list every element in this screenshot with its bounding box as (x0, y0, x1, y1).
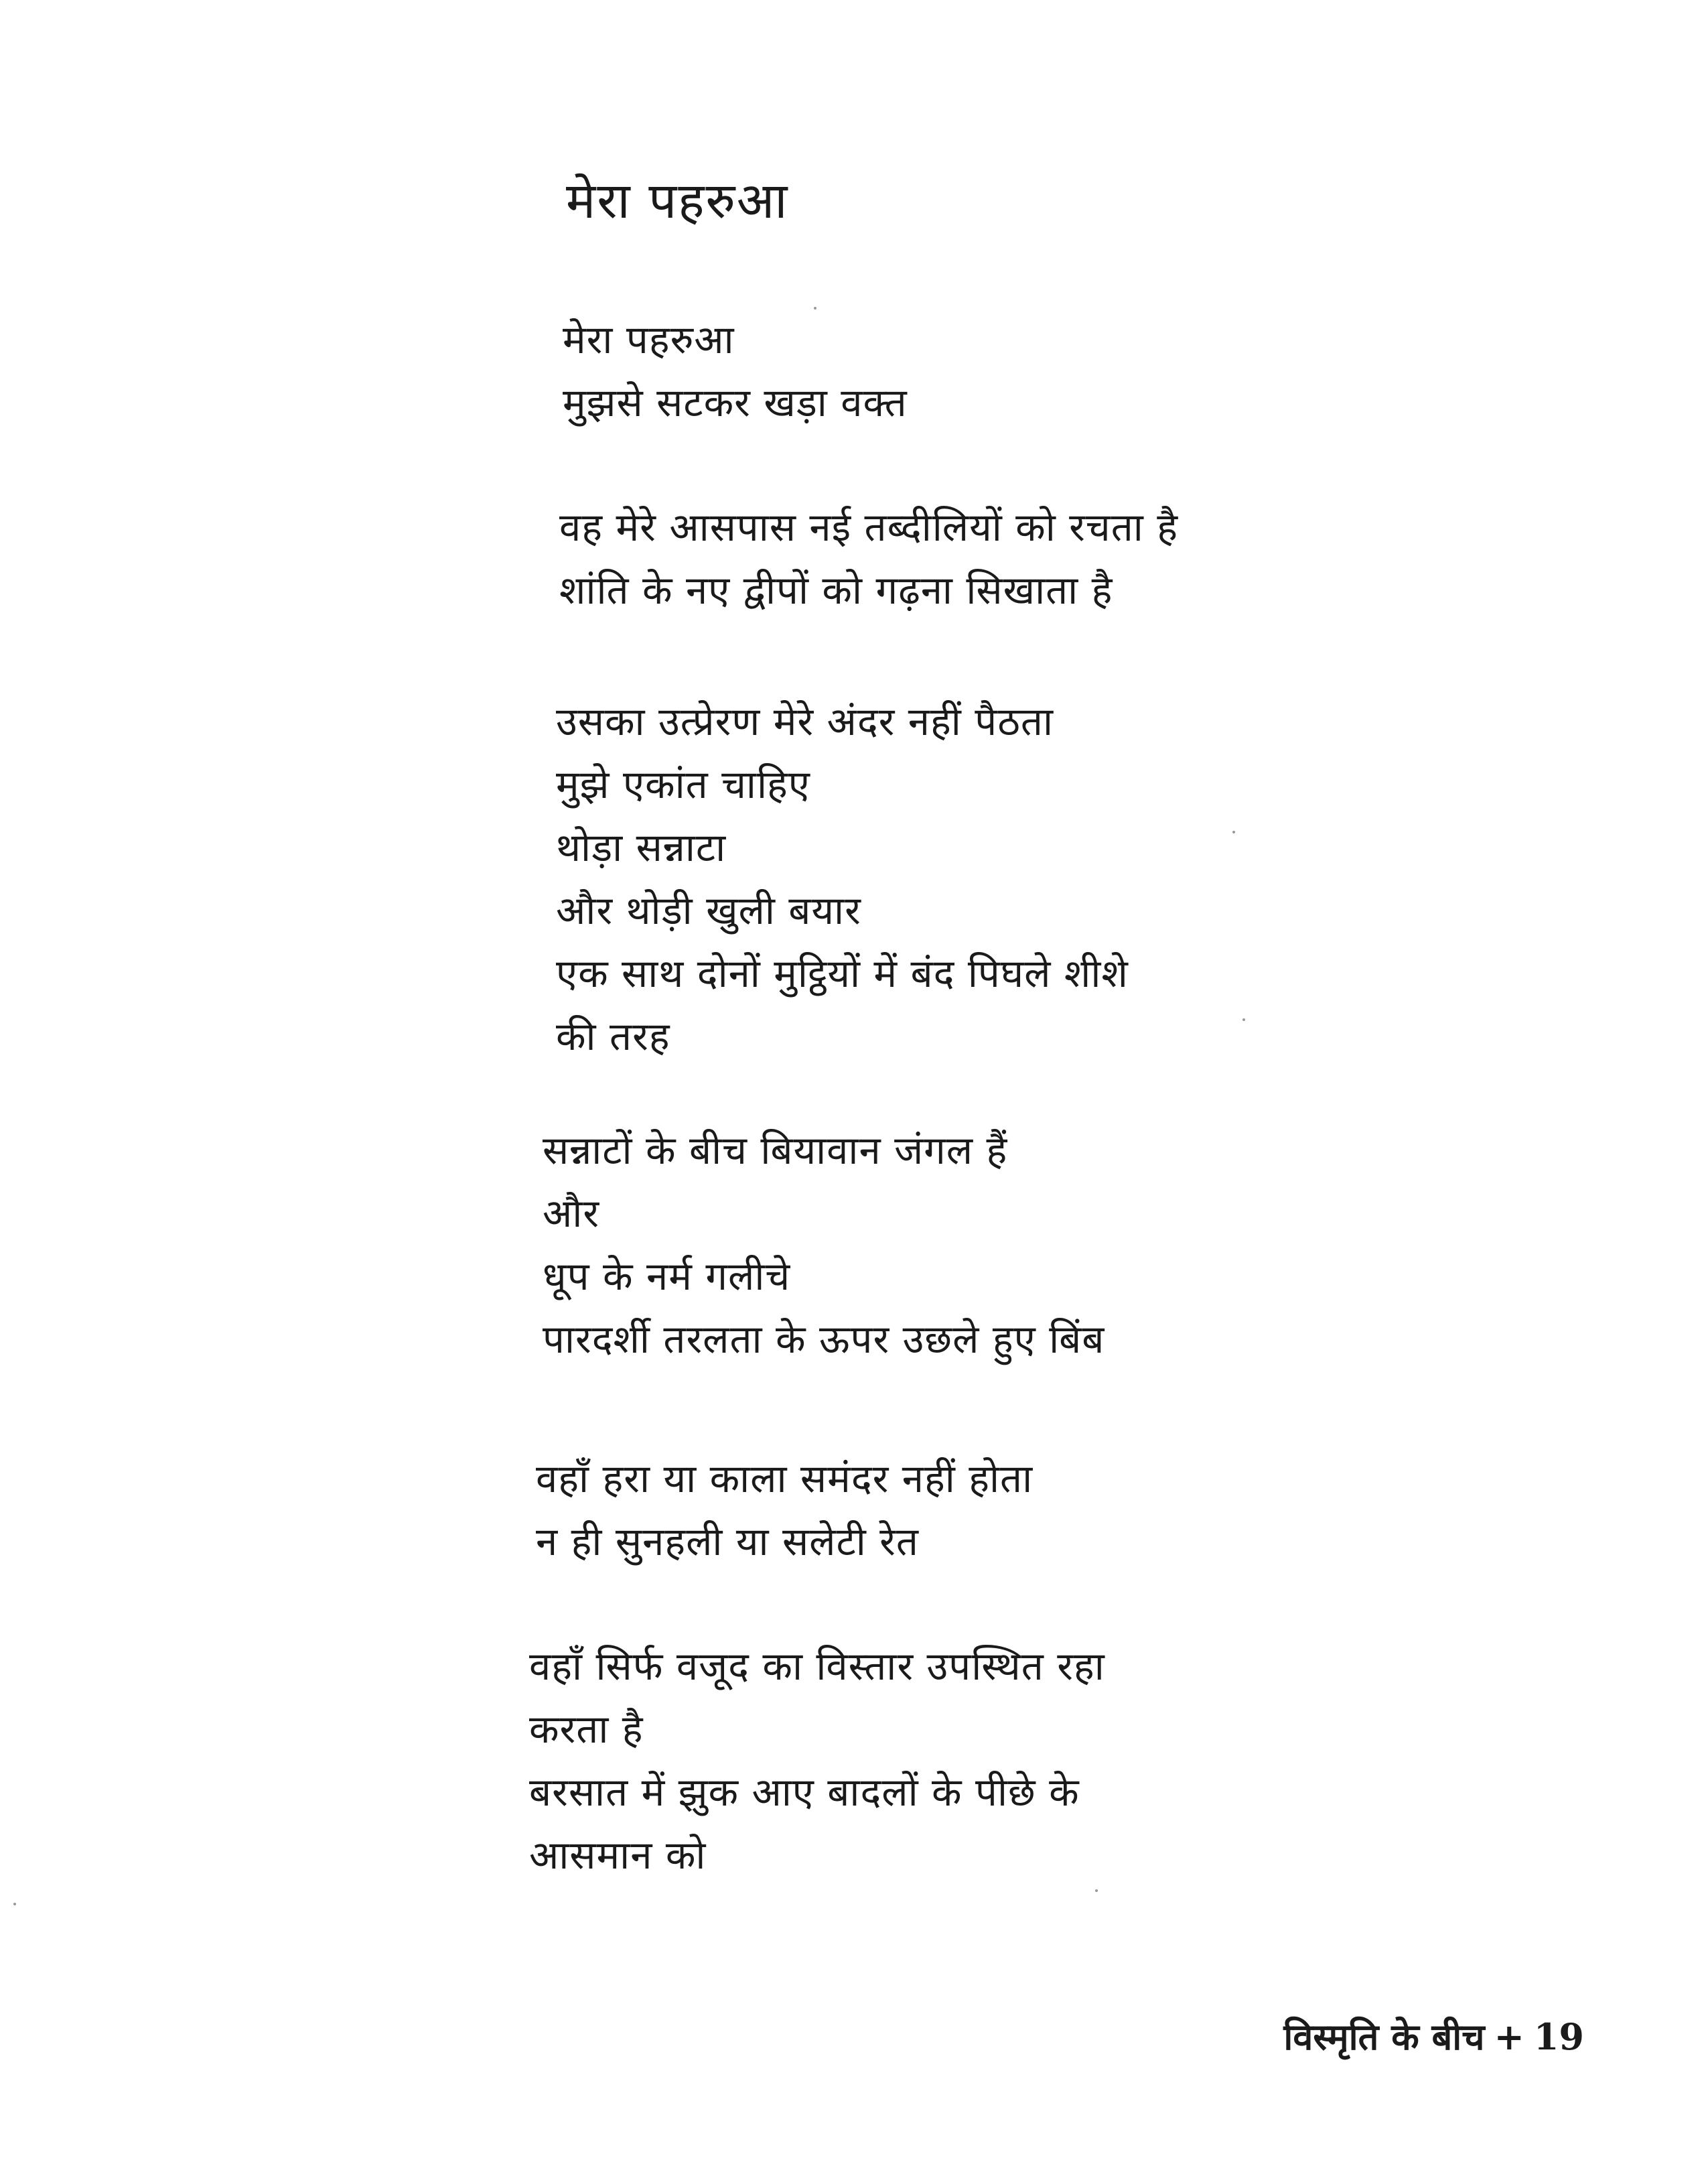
poem-line: और (543, 1191, 600, 1236)
scan-speck (1095, 1889, 1098, 1892)
poem-line: वहाँ सिर्फ वजूद का विस्तार उपस्थित रहा (529, 1643, 1105, 1689)
stanza-5 (536, 1447, 1033, 1573)
footer-separator: + (1494, 2015, 1524, 2058)
page-number: 19 (1533, 2015, 1584, 2058)
poem-line: बरसात में झुक आए बादलों के पीछे के (529, 1769, 1080, 1815)
poem-line: न ही सुनहली या सलेटी रेत (536, 1519, 919, 1564)
scan-speck (1242, 1018, 1245, 1021)
stanza-4 (543, 1119, 1105, 1371)
stanza-6 (529, 1635, 1105, 1887)
stanza-1 (563, 308, 908, 434)
poem-line: की तरह (556, 1014, 670, 1059)
scan-speck (814, 307, 816, 310)
running-book-title: विस्मृति के बीच (1283, 2015, 1485, 2058)
poem-title: मेरा पहरुआ (566, 172, 789, 230)
poem-line: आसमान को (529, 1832, 707, 1878)
poem-line: वहाँ हरा या काला समंदर नहीं होता (536, 1456, 1034, 1501)
poem-line: उसका उत्प्रेरण मेरे अंदर नहीं पैठता (556, 699, 1054, 744)
poem-line: एक साथ दोनों मुट्ठियों में बंद पिघले शीशे (556, 951, 1129, 996)
scan-speck (13, 1903, 16, 1905)
poem-line: मुझे एकांत चाहिए (556, 762, 810, 807)
poem-line: पारदर्शी तरलता के ऊपर उछले हुए बिंब (543, 1316, 1105, 1362)
poem-line: शांति के नए द्वीपों को गढ़ना सिखाता है (559, 567, 1113, 613)
poem-line: करता है (529, 1706, 644, 1752)
scan-speck (1232, 831, 1235, 833)
poem-line: धूप के नर्म गलीचे (543, 1254, 791, 1299)
poem-line: मेरा पहरुआ (563, 317, 735, 362)
stanza-2 (559, 496, 1178, 622)
page-footer (1283, 2013, 1584, 2060)
poem-line: सन्नाटों के बीच बियावान जंगल हैं (543, 1128, 1008, 1173)
poem-line: और थोड़ी खुली बयार (556, 888, 861, 933)
poem-line: मुझसे सटकर खड़ा वक्त (563, 380, 908, 425)
poem-line: थोड़ा सन्नाटा (556, 825, 727, 870)
stanza-3 (556, 690, 1129, 1068)
poem-line: वह मेरे आसपास नई तब्दीलियों को रचता है (559, 504, 1179, 550)
